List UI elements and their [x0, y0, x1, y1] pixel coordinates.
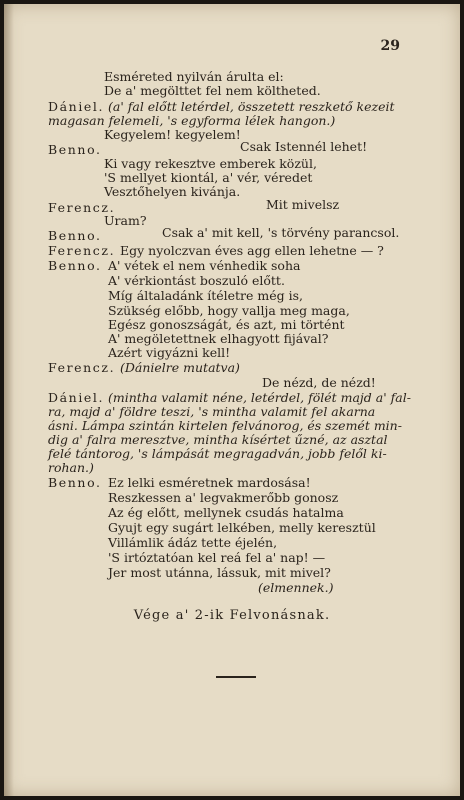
stage-direction: ra, majd a' földre teszi, 's mintha valamit fel akarna [48, 404, 376, 419]
verse-line: A' vérkiontást boszuló előtt. [108, 273, 285, 288]
verse-line: Míg általadánk ítéletre még is, [108, 288, 303, 303]
verse-line: Csak Istennél lehet! [240, 139, 368, 154]
speaker-name: Ferencz. [48, 243, 116, 258]
stage-direction: (Dánielre mutatva) [120, 360, 240, 375]
verse-line: 'S irtóztatóan kel reá fel a' nap! — [108, 550, 326, 565]
stage-direction: dig a' falra meresztve, mintha kísértet űzné, az asztal [48, 432, 388, 447]
divider-rule [216, 676, 256, 678]
page-number: 29 [380, 38, 400, 54]
stage-direction: rohan.) [48, 460, 94, 475]
speaker-name: Dániel. [48, 99, 105, 114]
speaker-name: Dániel. [48, 390, 105, 405]
verse-line: A' megöletettnek elhagyott fijával? [108, 331, 329, 346]
speaker-name: Benno. [48, 258, 102, 273]
stage-direction: (mintha valamit néne, letérdel, fölét majd a' fal- [108, 390, 411, 405]
act-end-heading: Vége a' 2-ik Felvonásnak. [133, 608, 331, 623]
verse-line: Az ég előtt, mellynek csudás hatalma [108, 505, 344, 520]
verse-line: Uram? [104, 213, 147, 228]
verse-line: Jer most utánna, lássuk, mit mivel? [108, 565, 331, 580]
speaker-name: Benno. [48, 475, 102, 490]
verse-line: De nézd, de nézd! [262, 375, 376, 390]
verse-line: Villámlik ádáz tette éjelén, [108, 535, 278, 550]
verse-line: Szükség előbb, hogy vallja meg maga, [108, 303, 350, 318]
speaker-name: Benno. [48, 228, 102, 243]
verse-line: Mit mivelsz [266, 197, 340, 212]
verse-line: 'S mellyet kiontál, a' vér, véredet [104, 170, 313, 185]
stage-direction: magasan felemeli, 's egyforma lélek hangon.) [48, 113, 336, 128]
verse-line: Reszkessen a' legvakmerőbb gonosz [108, 490, 339, 505]
stage-direction: (a' fal előtt letérdel, összetett reszkető kezeit [108, 99, 395, 114]
verse-line: A' vétek el nem vénhedik soha [108, 258, 301, 273]
speaker-name: Ferencz. [48, 200, 116, 215]
verse-line: Vesztőhelyen kivánja. [104, 184, 241, 199]
verse-line: Ki vagy rekesztve emberek közül, [104, 156, 317, 171]
verse-line: Azért vigyázni kell! [108, 345, 231, 360]
verse-line: Egy nyolczvan éves agg ellen lehetne — ? [120, 243, 384, 258]
verse-line: Kegyelem! kegyelem! [104, 127, 241, 142]
stage-direction: felé tántorog, 's lámpását megragadván, jobb felől ki- [48, 446, 387, 461]
verse-line: Ez lelki esméretnek mardosása! [108, 475, 311, 490]
speaker-name: Benno. [48, 142, 102, 157]
verse-line: Esméreted nyilván árulta el: [104, 69, 284, 84]
book-page [4, 4, 460, 796]
verse-line: De a' megölttet fel nem költheted. [104, 83, 321, 98]
verse-line: Csak a' mit kell, 's törvény parancsol. [162, 225, 400, 240]
stage-direction: (elmennek.) [258, 580, 334, 595]
verse-line: Egész gonoszságát, és azt, mi történt [108, 317, 345, 332]
stage-direction: ásni. Lámpa szintán kirtelen felvánorog, és szemét min- [48, 418, 402, 433]
verse-line: Gyujt egy sugárt lelkében, melly keresztül [108, 520, 376, 535]
speaker-name: Ferencz. [48, 360, 116, 375]
